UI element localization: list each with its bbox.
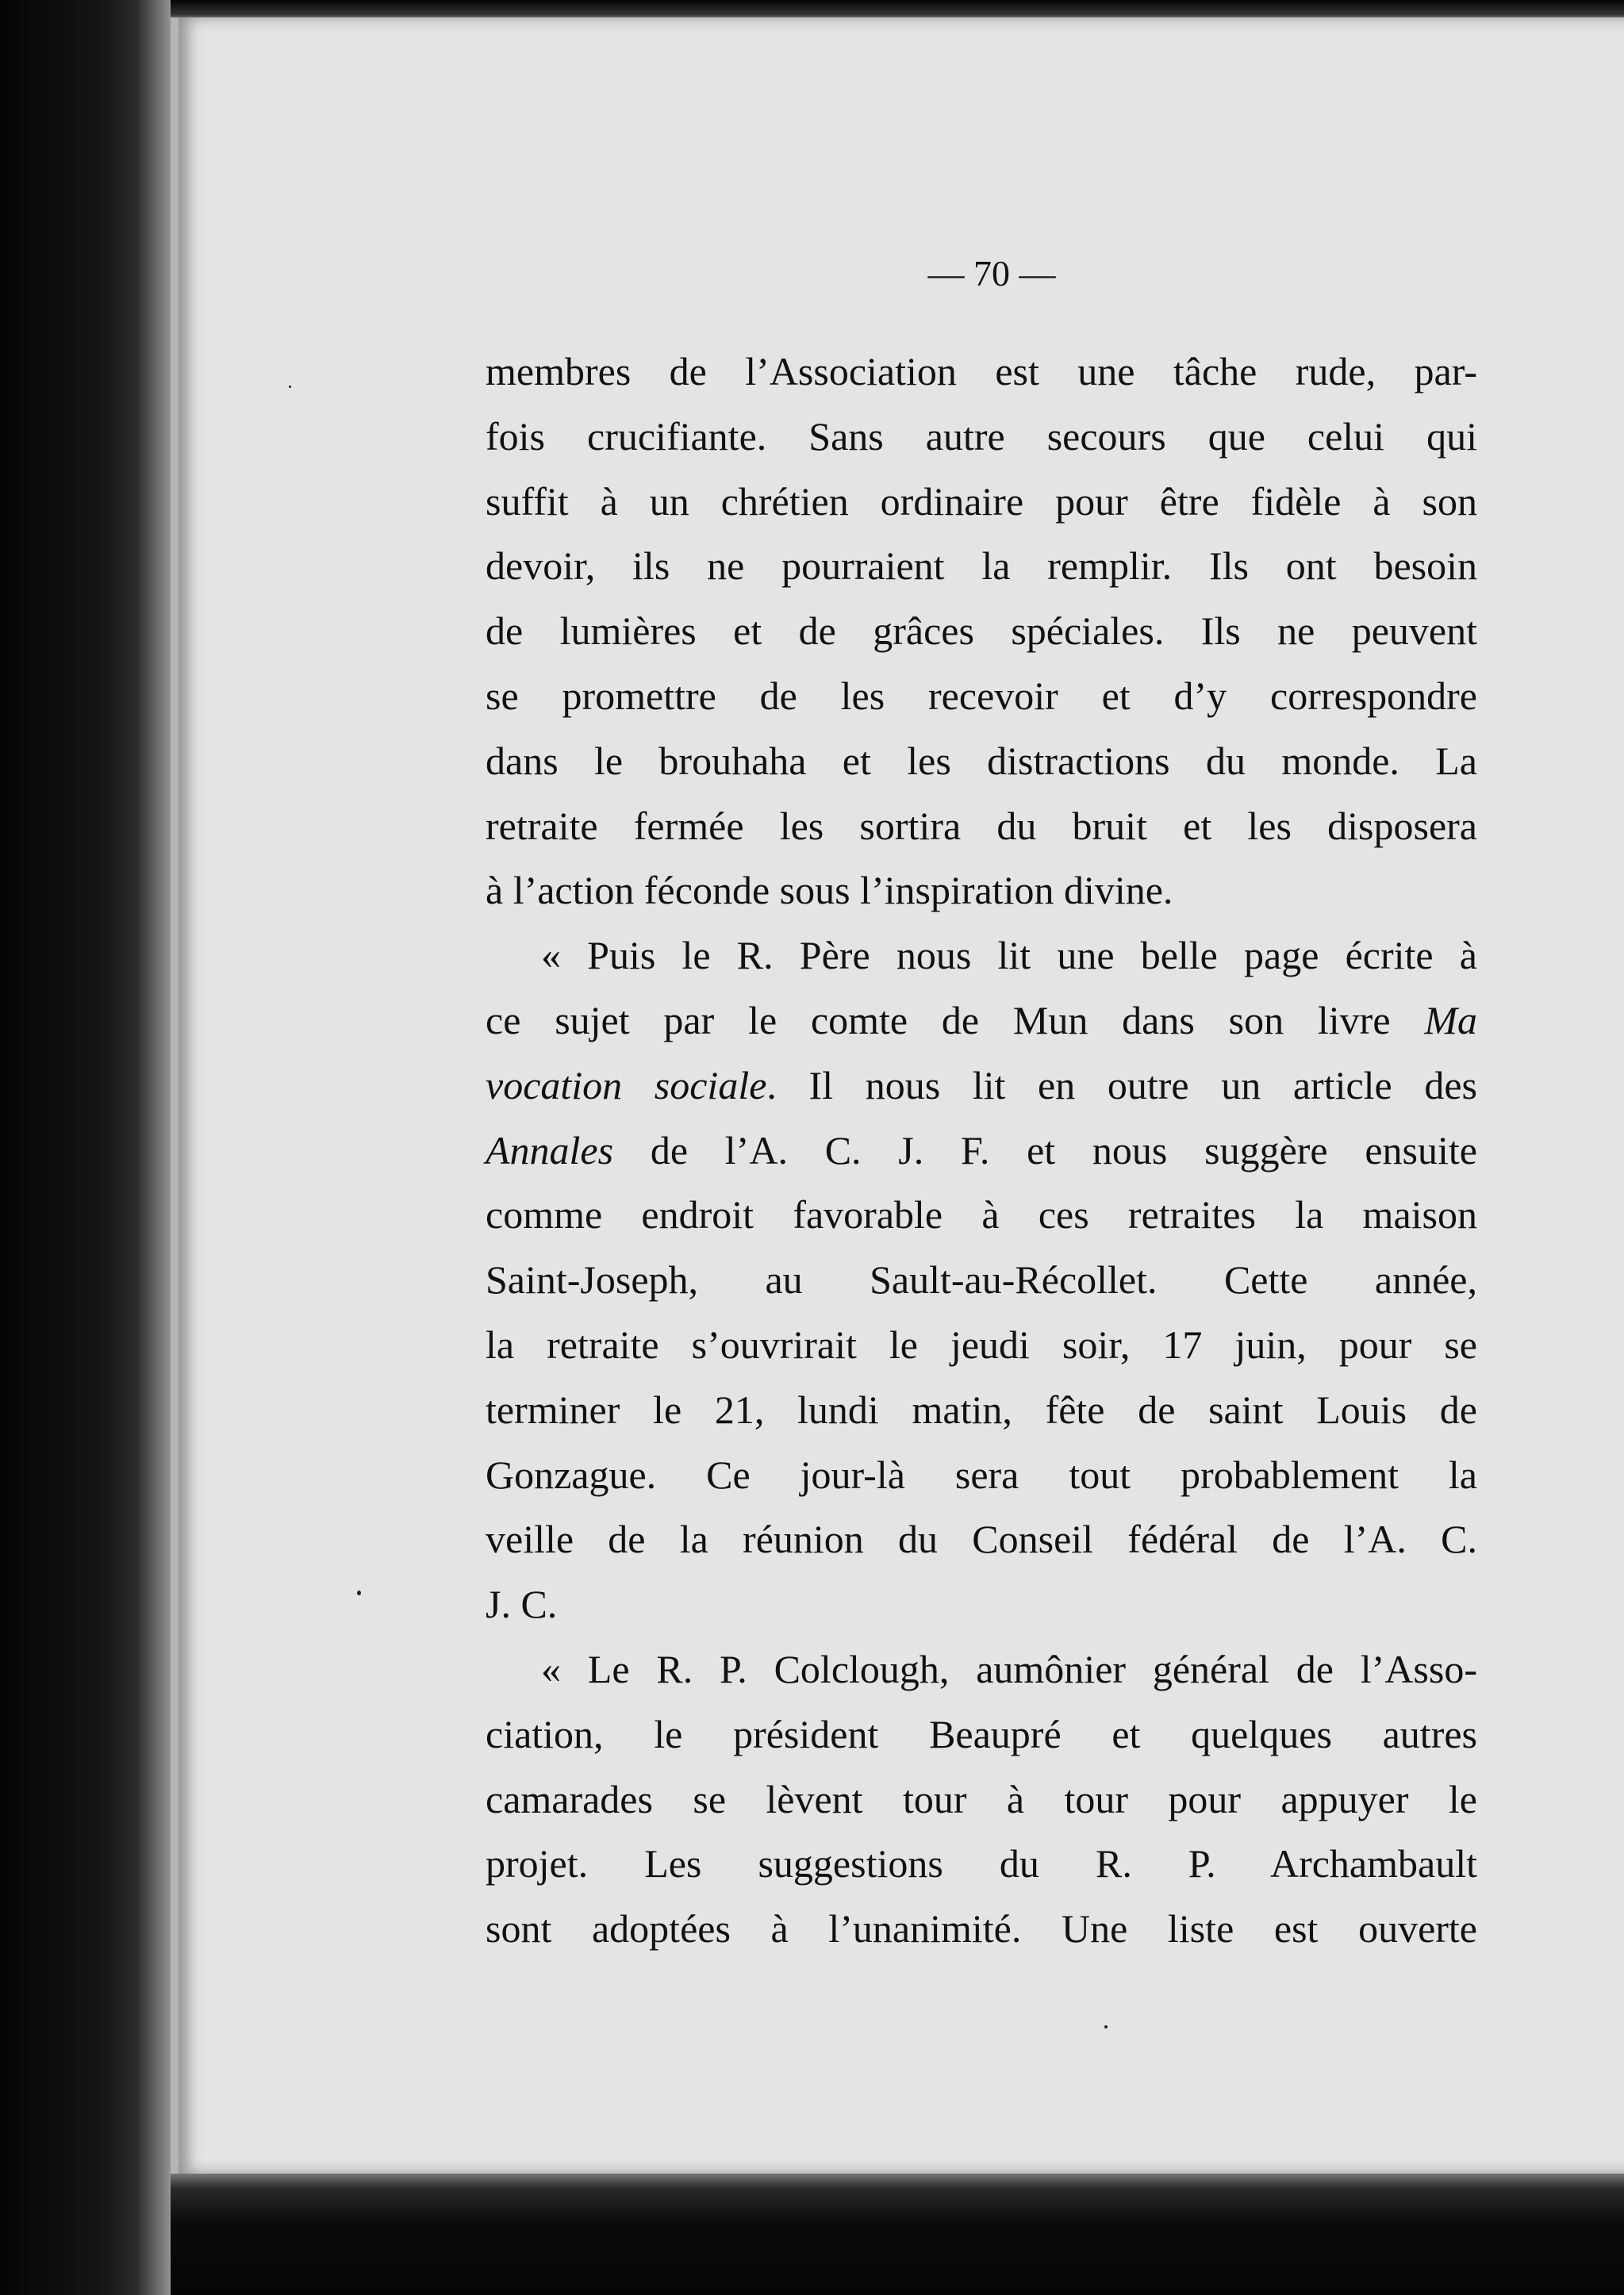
text-line bbox=[486, 988, 1477, 1053]
text-line: Gonzague. Ce jour-là sera tout probablement la bbox=[486, 1452, 1477, 1497]
text-line: la retraite s’ouvrirait le jeudi soir, 17 juin, pour se bbox=[486, 1322, 1477, 1367]
text-line: Saint-Joseph, au Sault-au-Récollet. Cette année, bbox=[486, 1257, 1477, 1303]
text-line: suffit à un chrétien ordinaire pour être fidèle à son bbox=[486, 478, 1477, 524]
text-line: « Puis le R. Père nous lit une belle page écrite à bbox=[541, 933, 1477, 978]
text-line: comme endroit favorable à ces retraites la maison bbox=[486, 1192, 1477, 1238]
text-segment: . Il nous lit en outre un article des bbox=[766, 1062, 1478, 1107]
italic-title: Ma bbox=[1424, 997, 1477, 1042]
text-line: « Le R. P. Colclough, aumônier général de l’Asso- bbox=[541, 1646, 1477, 1691]
text-line: de lumières et de grâces spéciales. Ils ne peuvent bbox=[486, 608, 1477, 654]
text-line: sont adoptées à l’unanimité. Une liste est ouverte bbox=[486, 1906, 1477, 1952]
text-line: dans le brouhaha et les distractions du monde. La bbox=[486, 738, 1477, 783]
margin-speck bbox=[1104, 2025, 1108, 2028]
margin-speck bbox=[357, 1591, 361, 1595]
text-line bbox=[486, 1053, 1477, 1119]
text-line: camarades se lèvent tour à tour pour appuyer le bbox=[486, 1776, 1477, 1821]
text-line: à l’action féconde sous l’inspiration divine. bbox=[486, 868, 1173, 913]
body-text bbox=[486, 340, 1477, 1962]
text-line: retraite fermée les sortira du bruit et les disposera bbox=[486, 803, 1477, 848]
book-binding bbox=[0, 0, 182, 2295]
text-line: fois crucifiante. Sans autre secours que celui qui bbox=[486, 413, 1477, 459]
text-segment: ce sujet par le comte de Mun dans son livre bbox=[486, 997, 1391, 1042]
text-line: projet. Les suggestions du R. P. Archambault bbox=[486, 1841, 1477, 1886]
text-line: devoir, ils ne pourraient la remplir. Ils ont besoin bbox=[486, 543, 1477, 589]
text-line: terminer le 21, lundi matin, fête de saint Louis de bbox=[486, 1387, 1477, 1432]
margin-speck bbox=[289, 386, 291, 388]
italic-title: vocation sociale bbox=[486, 1062, 767, 1107]
text-line: membres de l’Association est une tâche rude, par- bbox=[486, 349, 1477, 393]
text-line: J. C. bbox=[486, 1582, 558, 1627]
text-line bbox=[486, 1119, 1477, 1184]
text-line: ciation, le président Beaupré et quelques autres bbox=[486, 1711, 1477, 1756]
text-line: veille de la réunion du Conseil fédéral de l’A. C. bbox=[486, 1517, 1477, 1562]
bottom-page-edge bbox=[171, 2174, 1624, 2295]
italic-title: Annales bbox=[486, 1127, 614, 1172]
text-line: se promettre de les recevoir et d’y correspondre bbox=[486, 673, 1477, 718]
text-segment: de l’A. C. J. F. et nous suggère ensuite bbox=[613, 1127, 1477, 1172]
page-number: — 70 — bbox=[927, 253, 1056, 294]
